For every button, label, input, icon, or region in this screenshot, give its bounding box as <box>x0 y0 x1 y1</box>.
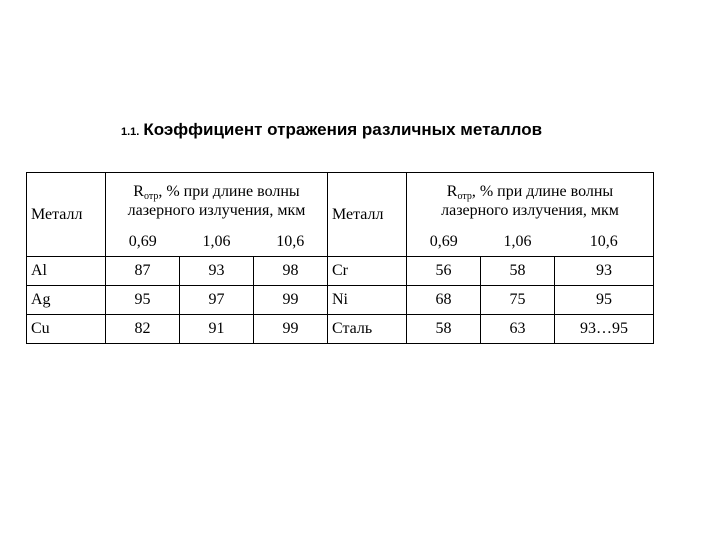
reflectance-line2: лазерного излучения, мкм <box>441 202 619 219</box>
reflectance-header-right <box>407 173 654 228</box>
metal-name: Al <box>27 257 106 286</box>
reflectance-value: 99 <box>254 315 328 344</box>
reflectance-value: 93 <box>555 257 654 286</box>
reflectance-header-left <box>106 173 328 228</box>
reflectance-value: 63 <box>481 315 555 344</box>
reflectance-value: 58 <box>407 315 481 344</box>
reflectance-value: 98 <box>254 257 328 286</box>
reflectance-value: 68 <box>407 286 481 315</box>
reflectance-value: 91 <box>180 315 254 344</box>
reflectance-line2: лазерного излучения, мкм <box>127 202 306 219</box>
reflectance-subscript: отр <box>143 191 159 202</box>
metal-column-header-right: Металл <box>328 173 407 257</box>
metal-name: Сталь <box>328 315 407 344</box>
reflectance-line1: , % при длине волны <box>158 183 300 200</box>
reflectance-value: 97 <box>180 286 254 315</box>
wavelength-header: 1,06 <box>481 227 555 257</box>
metal-name: Ni <box>328 286 407 315</box>
reflectance-value: 95 <box>106 286 180 315</box>
wavelength-header: 0,69 <box>106 227 180 257</box>
reflectance-value: 93 <box>180 257 254 286</box>
reflectance-value: 56 <box>407 257 481 286</box>
reflectance-value: 99 <box>254 286 328 315</box>
reflectance-value: 82 <box>106 315 180 344</box>
reflectance-symbol: R <box>133 183 144 200</box>
reflectance-value: 95 <box>555 286 654 315</box>
metal-name: Cr <box>328 257 407 286</box>
wavelength-header: 0,69 <box>407 227 481 257</box>
wavelength-header: 10,6 <box>555 227 654 257</box>
metal-column-header-left: Металл <box>27 173 106 257</box>
reflectance-value: 93…95 <box>555 315 654 344</box>
reflectance-value: 75 <box>481 286 555 315</box>
reflection-table <box>26 172 654 344</box>
caption-text: Коэффициент отражения различных металлов <box>143 120 543 139</box>
table-row <box>27 315 654 344</box>
reflectance-line1: , % при длине волны <box>471 183 614 200</box>
table-row <box>27 286 654 315</box>
reflectance-value: 87 <box>106 257 180 286</box>
wavelength-header: 10,6 <box>254 227 328 257</box>
reflectance-value: 58 <box>481 257 555 286</box>
wavelength-header: 1,06 <box>180 227 254 257</box>
metal-name: Cu <box>27 315 106 344</box>
caption-number: 1.1. <box>121 126 140 138</box>
table-caption <box>121 120 542 140</box>
reflectance-subscript: отр <box>457 191 472 202</box>
metal-name: Ag <box>27 286 106 315</box>
table-row <box>27 257 654 286</box>
reflectance-symbol: R <box>446 183 458 200</box>
